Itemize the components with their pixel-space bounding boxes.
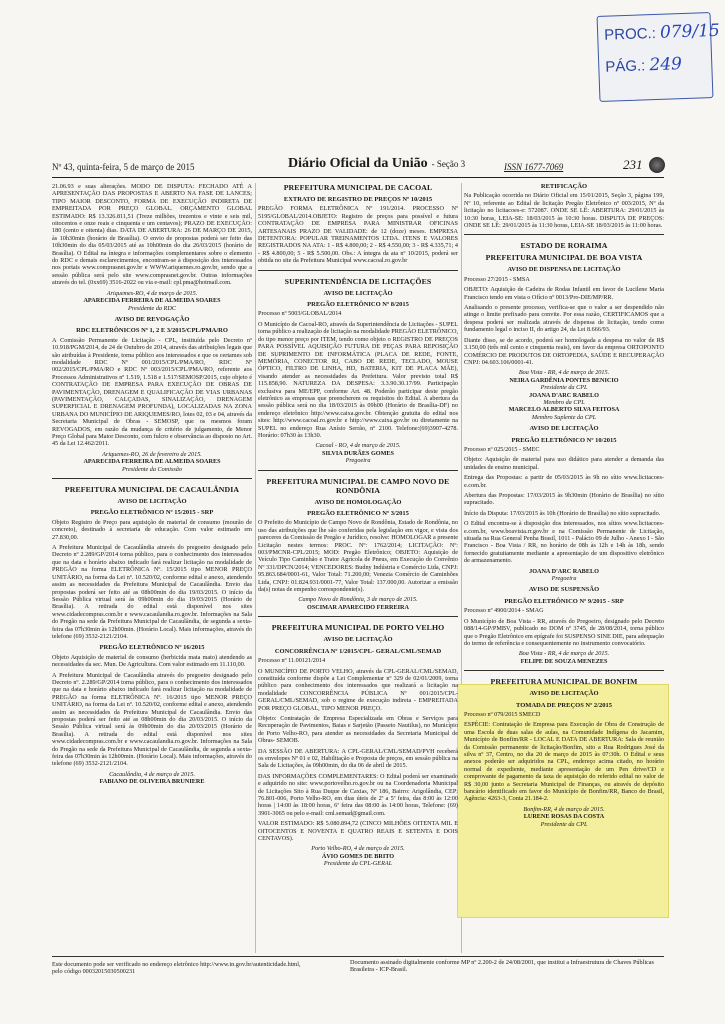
signature-role: Presidente da CPL	[540, 384, 588, 392]
notice-subtitle: PREGÃO ELETRÔNICO Nº 15/2015 - SRP	[90, 509, 214, 517]
notice-text: Entrega das Propostas: a partir de 05/03/2015 às 9h no sítio www.licitacoes-e.com.br.	[464, 474, 664, 489]
signature-name: OSCIMAR APARECIDO FERREIRA	[307, 603, 409, 611]
signature-name: ÁVIO GOMES DE BRITO	[321, 852, 395, 860]
divider	[258, 616, 458, 617]
notice-subtitle: PREGÃO ELETRÔNICO Nº 8/2015	[307, 301, 409, 309]
notice-text: O Município de Cacoal-RO, através da Superintendência de Licitações - SUPEL torna público a realização de licitação na modalidade PREGÃO ELETRÔNICO, do tipo menor preço por ITEM, tendo como objeto o REGISTRO DE PREÇOS PARA POSSÍVEL AQUISIÇÃO FUTURA DE PEÇAS PARA REPOSIÇÃO DE SUPRIMENTO DE INFORMÁTICA (PLACA DE REDE, FONTE, MEMÓRIA, CONECTOR RJ, CABO DE REDE, TECLADO, MOUSE ÓPTICO, FILTRO DE LINHA, HD, BATERIA, KIT DE PLACA MÃE), visando atender as necessidades da Prefeitura. Valor previsto total R$ 115.858,90. NATUREZA DA DESPESA: 3.3.90.30.17/99. Participação exclusiva para ME/EPP, conforme Art. 48. Poderão participar deste pregão eletrônico as empresas que preencherem os requisitos do Edital. A abertura da sessão pública será no dia 18/03/2015 às 09h00 (Horário de Brasília-DF) no endereço eletrônico http://www.caixa.gov.br. Obtenção gratuita do edital nos sites: http://www.cacoal.ro.gov.br e http://www.caixa.gov.br ou diretamente na SUPEL no endereço Rua Anísio Serrão, nº 2100. Telefone:(69)3907-4278. Horário: 07h30 às 13h30.	[258, 320, 458, 439]
signature-place: Cacoal - RO, 4 de março de 2015.	[315, 442, 401, 450]
notice-text: A Comissão Permanente de Licitação - CPL, instituída pelo Decreto nº 10.918/PGM/2014, de 24 de Outubro de 2014, através das atribuições legais que são atribuídas à Presidente, torna público aos interessados e que os certames sob modalidade RDC Nº 001/2015/CPL/PMA/RO, RDC Nº 002/2015/CPL/PMA/RO e RDC Nº 003/2015/CPL/PMA/RO, referente aos Processos Administrativos nº 1.519, 1.518 e 1.517/SEMOSP/2015, cujo objeto é CONTRATAÇÃO DE EMPRESA PARA EXECUÇÃO DE OBRAS DE PAVIMENTAÇÃO, DRENAGEM E QUALIFICAÇÃO DE VIAS URBANAS (PAVIMENTAÇÃO, CALÇADAS, SINALIZAÇÃO, DRENAGEM SUPERFICIAL E DRENAGEM PROFUNDA), LOCALIZADAS NA ZONA URBANA DO MUNICÍPIO DE ARIQUEMES/RO, lotes 02, 03 e 04, através da Secretaria Municipal de Obras - SEMOSP, que os mesmos foram REVOGADOS, em razão da mudança de critério de julgamento, de Menor Preço Global para Maior Desconto, com fulcro e observância ao disposto no Art. 45 da Lei 12.462/2011.	[52, 336, 253, 448]
signature-role: Presidente da CPL-GERAL	[323, 860, 393, 868]
notice-text: Processo nº 11.00121/2014	[258, 657, 326, 665]
divider	[258, 470, 458, 471]
notice-title: AVISO DE LICITAÇÃO	[529, 425, 599, 433]
notice-text: Processo nº 4900/2014 - SMAG	[464, 607, 544, 615]
signature-place: Ariquemes-RO, 4 de março de 2015.	[106, 289, 198, 297]
divider	[464, 234, 664, 235]
signature-block	[464, 369, 664, 421]
notice-text: Processo nº 079/2015 SMECD	[464, 710, 541, 718]
signature-block	[52, 451, 252, 473]
notice-subtitle: CONCORRÊNCIA Nº 1/2015/CPL- GERAL/CML/SEMAD	[274, 647, 442, 655]
page-footer	[52, 956, 664, 987]
issn: ISSN 1677-7069	[504, 162, 564, 172]
notice-text: Processo nº 5003/GLOBAL/2014	[258, 310, 342, 318]
signature-name: MARCELO ALBERTO SILVA FEITOSA	[508, 406, 620, 414]
signature-role: Presidente da RDC	[128, 304, 176, 312]
notice-text: Objeto: Contratação de Empresa Especializada em Obras e Serviços para Recuperação de Pavimentos, Baias e Sarjetão (Passeio Nautilus), no Município de Porto Velho-RO, para atender as necessidades da Secretaria Municipal de Obras- SEMOB.	[258, 714, 458, 745]
notice-title: PREGÃO ELETRÔNICO Nº 16/2015	[99, 644, 205, 652]
protocol-stamp	[597, 12, 721, 102]
signature-block	[464, 806, 664, 828]
signature-block	[258, 845, 458, 867]
signature-place: Ariquemes-RO, 26 de fevereiro de 2015.	[102, 450, 202, 458]
signature-role: Pregoeira	[551, 575, 577, 583]
organization-heading: SUPERINTENDÊNCIA DE LICITAÇÕES	[284, 276, 432, 286]
signature-role: Presidente da Comissão	[122, 465, 182, 473]
signature-place: Cacaulândia, 4 de março de 2015.	[109, 770, 195, 778]
notice-text: A Prefeitura Municipal de Cacaulândia através do pregoeiro designado pelo Decreto nº. 2.289/GP/2014 torna público, para o conhecimento dos interessados que na data e horário abaixo indicado fará realizar licitação na modalidade de PREGÃO na forma ELETRÔNICA Nº. 16/2015 tipo MENOR PREÇO UNITÁRIO, na forma da Lei nº. 10.520/02, conforme edital e anexo, atendendo assim as necessidades da Prefeitura Municipal de Cacaulândia. Envio das propostas poderá ser feito até as 08h00min do dia 20/03/2015. O início da Sessão Pública virtual será às 09h00min do dia 20/03/2015 (Horário de Brasília). A retirada do edital está disponível nos sites www.cidadecompras.com.br e www.cacaulandia.ro.gov.br. Informações na Sala do Pregão na sede da Prefeitura Municipal de Cacaulândia, de segunda a sexta-feira das 07h30min às 12h00min. (Horário Local). Mais informações, através do telefone (69) 3532-2121/2104.	[52, 671, 252, 768]
organization-heading: PREFEITURA MUNICIPAL DE CACOAL	[283, 183, 433, 192]
notice-text: Na Publicação ocorrida no Diário Oficial em 15/01/2015, Seção 3, página 199, Nº 10, referente ao Edital de licitação Pregão Eletrônico nº 003/2015, Nº da licitação no licitacoes-e: 572087. ONDE SE LÊ: ABERTURA: 29/01/2015 às 10:30 horas, LEIA-SE: 18/03/2015 às 10:30 horas. DISPUTA DE PREÇOS: ONDE SE LÊ: 29/01/2015 às 11:30 horas, LEIA-SE 18/03/2015 às 11:00 horas.	[464, 192, 664, 230]
notice-subtitle: RDC ELETRÔNICOS Nº 1, 2 E 3/2015/CPL/PMA/RO	[76, 327, 228, 335]
signature-block	[464, 568, 664, 583]
notice-text: VALOR ESTIMADO: R$ 5.080.894,72 (CINCO MILHÕES OITENTA MIL E OITOCENTOS E NOVENTA E QUATRO REAIS E SETENTA E DOIS CENTAVOS).	[258, 820, 458, 843]
notice-text: Objeto Aquisição de material de consumo (herbicida mata mato) atendendo as necessidades da sec. Mun. De Agricultura. Com valor estimado em 11.110,00.	[52, 653, 252, 669]
organization-heading: PREFEITURA MUNICIPAL DE PORTO VELHO	[271, 623, 445, 633]
notice-title: EXTRATO DE REGISTRO DE PREÇOS Nº 10/2015	[283, 196, 433, 203]
signature-name: JOANA D'ARC RABELO	[529, 391, 599, 399]
notice-title: AVISO DE HOMOLOGAÇÃO	[314, 498, 402, 506]
notice-subtitle: TOMADA DE PREÇOS Nº 2/2015	[516, 701, 612, 709]
stamp-pag	[599, 45, 712, 81]
stamp-proc	[598, 13, 721, 49]
signature-name: FABIANO DE OLIVEIRA BRUNIERE	[99, 778, 205, 786]
notice-text: O MUNICÍPIO DE PORTO VELHO, através da CPL-GERAL/CML/SEMAD, constituída conforme dispõe a Lei Complementar nº 329 de 02/01/2009, torna público para conhecimento dos interessados que realizará a licitação na modalidade CONCORRÊNCIA PÚBLICA Nº 001/2015/CPL-GERAL/CML/SEMAD, sob o regime de execução indireta - EMPREITADA POR PREÇO GLOBAL, TIPO MENOR PREÇO.	[258, 667, 458, 712]
section-label: - Seção 3	[431, 159, 466, 169]
notice-text: ESPÉCIE: Contratação de Empresa para Execução de Obra de Construção de uma Escola de duas salas de aulas, na Comunidade Indígena do Jacamim, Município de Bonfim/RR - LOCAL E DATA DE ABERTURA: Sala de reunião da Comissão permanente de licitação/Bonfim, sito a Rua Rodrigues José da silva nº 37, Centro, no dia 20 de março de 2015 às 07:30h. O Edital e seus anexos poderão ser adquiridos na CPL, endereço acima citado, no horário normal de expediente, mediante apresentação de um Pen drive/CD e comprovante de pagamento da taxa de aquisição do referido edital no valor de R$ 30,00 junto a Secretaria Municipal de Finanças, ou através de depósito bancário identificado em favor do Município de Bonfim/RR, Banco do Brasil, Agência: 4263-3, Conta 21.184-2.	[464, 721, 664, 803]
divider	[258, 270, 458, 271]
notice-title: AVISO DE REVOGAÇÃO	[114, 315, 190, 323]
page-number: 231	[623, 157, 643, 172]
signature-role: Membro Suplente da CPL	[531, 413, 597, 421]
organization-heading: PREFEITURA MUNICIPAL DE CAMPO NOVO DE RONDÔNIA	[266, 476, 450, 495]
stamp-proc-value: 079/15	[659, 20, 721, 43]
organization-heading: ESTADO DE RORAIMA	[520, 241, 608, 251]
signature-name: JOANA D'ARC RABELO	[529, 567, 599, 575]
signature-place: Porto Velho-RO, 4 de março de 2015.	[311, 845, 405, 853]
coat-of-arms-icon	[649, 157, 665, 173]
organization-heading: PREFEITURA MUNICIPAL DE BOA VISTA	[485, 253, 643, 263]
notice-text: Processo nº 025/2015 - SMEC	[464, 445, 540, 453]
notice-title: AVISO DE LICITAÇÃO	[117, 498, 187, 506]
signature-note: Documento assinado digitalmente conforme MP nº 2.200-2 de 24/08/2001, que institui a Infraestrutura de Chaves Públicas Brasileira - ICP-Brasil.	[350, 959, 654, 974]
signature-role: Presidente da CPL	[540, 820, 588, 828]
notice-title: AVISO DE SUSPENSÃO	[528, 586, 600, 594]
notice-text: DA SESSÃO DE ABERTURA: A CPL-GERAL/CML/SEMAD/PVH receberá os envelopes Nº 01 e 02, Habilitação e Proposta de preços, em sessão pública na Sala de Licitações, às 09h00min, do dia 06 de abril de 2015.	[258, 747, 458, 770]
notice-text: Objeto Registro de Preço para aquisição de material de consumo (mourão de concreto), destinado à secretaria de educação. Com valor estimado em 27.830,00.	[52, 518, 252, 541]
signature-block	[258, 442, 458, 464]
notice-text: A Prefeitura Municipal de Cacaulândia através do pregoeiro designado pelo Decreto nº 2.289/GP/2014 torna público, para o conhecimento dos interessados que na data e horário abaixo indicado fará realizar licitação na modalidade de PREGÃO na forma ELETRÔNICA Nº. 15/2015 tipo MENOR PREÇO UNITÁRIO, na forma da Lei nº. 10.520/02, conforme edital e anexo, atendendo assim as necessidades da Prefeitura Municipal de Cacaulândia. Envio das propostas poderá ser feito até as 08h00min do dia 19/03/2015. O início da Sessão Pública virtual será às 09h00min do dia 19/03/2015 (Horário de Brasília). A retirada do edital está disponível nos sites www.cidadecompras.com.br e www.cacaulandia.ro.gov.br. Informações na Sala do Pregão na sede da Prefeitura Municipal de Cacaulândia, de segunda a sexta-feira das 07h30min às 12h00min. (Horário Local). Mais informações, através do telefone (69) 3532-2121/2104.	[52, 544, 252, 640]
signature-name: FELIPE DE SOUZA MENEZES	[520, 657, 608, 665]
notice-subtitle: PREGÃO ELETRÔNICO Nº 9/2015 - SRP	[504, 597, 624, 605]
notice-text: OBJETO: Aquisição de Cadeira de Rodas Infantil em favor de Lucilene Maria Francisco tendo em vista o Ofício nº 0013/Pro-DIE/MP/RR.	[464, 286, 664, 301]
notice-title: AVISO DE LICITAÇÃO	[529, 690, 599, 698]
notice-subtitle: PREGÃO ELETRÔNICO Nº 3/2015	[307, 510, 409, 517]
column-divider	[255, 183, 256, 953]
column-3	[464, 183, 664, 831]
verification-note: Este documento pode ser verificado no endereço eletrônico http://www.in.gov.br/autenticidade.html, pelo código 00032015030500231	[52, 961, 301, 976]
signature-place: Boa Vista - RR, 4 de março de 2015.	[518, 650, 610, 658]
signature-block	[52, 290, 252, 312]
issue-date: Nº 43, quinta-feira, 5 de março de 2015	[52, 162, 195, 172]
notice-text: 21.06.93 e suas alterações. MODO DE DISPUTA: FECHADO ATÉ A APRESENTAÇÃO DAS PROPOSTAS E ABERTO NA FASE DE LANCES; TIPO MAIOR DESCONTO, FORMA DE EXECUÇÃO INDIRETA DE EMPREITADA POR PREÇO GLOBAL. ORÇAMENTO GLOBAL ESTIMADO: R$ 13.326.811,51 (Treze milhões, trezentos e vinte e seis mil, oitocentos e onze reais e cinquenta e um centavos); PRAZO DE EXECUÇÃO: 180 (cento e oitenta) dias. DATA DE ABERTURA: 26 DE MARÇO DE 2015, às 10h30min (horário de Brasília). O envio de propostas poderá ser feito das 10h30min do dia 05/03/2015 até as 10h00min do dia 26/03/2015 (horário de Brasília). O Edital na íntegra e informações complementares sobre o elemento do RDC e demais esclarecimentos, encontram-se à disposição dos interessados nos portais www.comprasnet.gov.br e WWW.ariquemes.ro.gov.br, sendo que a sessão pública será pelo site www.comprasnet.gov.br. Outras informações através do tel. (0xx69) 3516-2022 ou via e-mail: cpl.pma@hotmail.com.	[52, 183, 252, 287]
signature-role: Membro da CPL	[543, 398, 585, 406]
notice-title: RETIFICAÇÃO	[540, 183, 588, 190]
notice-text: Objeto: Aquisição de material para uso didático para atender a demanda das unidades de ensino municipal.	[464, 456, 664, 471]
notice-title: AVISO DE LICITAÇÃO	[323, 636, 393, 644]
signature-name: NEIRA GARDÊNIA PONTES BENICIO	[509, 376, 619, 384]
signature-name: SILVIA DURÃES GOMES	[322, 449, 394, 457]
notice-text: Início da Disputa: 17/03/2015 às 10h (Horário de Brasília) no sítio supracitado.	[464, 509, 661, 517]
signature-place: Boa Vista - RR, 4 de março de 2015.	[518, 369, 610, 377]
signature-role: Pregoeira	[345, 457, 371, 465]
page-header	[52, 155, 664, 178]
organization-heading: PREFEITURA MUNICIPAL DE BONFIM	[490, 677, 638, 687]
signature-place: Bonfim-RR, 4 de março de 2015.	[523, 805, 605, 813]
gazette-title	[288, 156, 465, 172]
signature-block	[52, 771, 252, 786]
column-1	[52, 183, 252, 789]
notice-text: Abertura das Propostas: 17/03/2015 às 9h30min (Horário de Brasília) no sítio supracitado.	[464, 492, 664, 507]
stamp-pag-label: PÁG.:	[605, 57, 646, 76]
divider	[52, 478, 252, 479]
divider	[464, 670, 664, 671]
signature-name: APARECIDA FERREIRA DE ALMEIDA SOARES	[83, 297, 221, 305]
organization-heading: PREFEITURA MUNICIPAL DE CACAULÂNDIA	[64, 485, 240, 495]
notice-title: AVISO DE LICITAÇÃO	[323, 289, 393, 297]
notice-text: O Edital encontra-se à disposição dos interessados, nos sítios www.licitacoes-e.com.br, www.boavista.rr.gov.br e na Comissão Permanente de Licitação, situada na Rua General Penha Brasil, 1011 - Palácio 09 de Julho - Anexo I - São Francisco - Boa Vista / RR, no horário de 08h às 12h e 14h às 18h, sendo fornecido gratuitamente mediante a apresentação de um dispositivo eletrônico de armazenamento.	[464, 520, 664, 565]
gazette-title-text: Diário Oficial da União	[288, 156, 428, 171]
signature-name: APARECIDA FERREIRA DE ALMEIDA SOARES	[83, 458, 221, 466]
notice-text: O Prefeito do Município de Campo Novo de Rondônia, Estado de Rondônia, no uso das atribuições que lhe são conferidas pela legislação em vigor, e vista dos pareceres da Comissão de Pregão e Jurídico, resolve: HOMOLOGAR a presente Licitação nestes termos: PROC. Nº: 1762/2014; LICITAÇÃO: Nº: 003/PMCNR-CPL/2015; MOD: Pregão Eletrônico; OBJETO: Aquisição de Veículo Tipo Caminhão e Trator Agrícola de Pneus, em Execução do Convênio Nº 331/DPCN/2014; VENCEDORES: Budny Indústria e Comércio Ltda, CNPJ: 95.863.684/0001-61, Valor Total: 71.200,00; Venezia Comércio de Caminhões Ltda, CNPJ: 01.824.931/0001-77, Valor Total: 137.000,00. Autorizar a emissão da(s) notas de empenho correspondente(s).	[258, 519, 458, 594]
notice-text: Processo 27/2015 - SMSA	[464, 275, 530, 283]
notice-text: Diante disso, se de acordo, poderá ser homologada a despesa no valor de R$ 3.150,00 (três mil cento e cinquenta reais), em favor da empresa ORTOPONTO COMÉRCIO DE PRODUTOS DE ORTOPEDIA, SAÚDE E RECUPERAÇÃO CNPJ: 04.603.106/0001-41.	[464, 336, 664, 366]
signature-block	[464, 650, 664, 665]
notice-title: AVISO DE DISPENSA DE LICITAÇÃO	[507, 266, 621, 274]
stamp-pag-value: 249	[649, 54, 683, 76]
notice-text: DAS INFORMAÇÕES COMPLEMENTARES: O Edital poderá ser examinado e adquirido no site: www.portovelho.ro.gov.br ou na Coordenadoria Municipal de Licitações Sito à Rua Duque de Caxias, Nº 186, Bairro: Arigolândia, CEP: 76.801-006, Porto Velho-RO, em dias úteis de 2ª a 5ª feira, das 8:00 às 12:00 horas | 14:00 às 18:00 horas, 6ª feira das 08:00 às 14:00 horas, Telefone: (69) 3901-3065 ou pelo e-mail: cml.semad@gmail.com.	[258, 772, 458, 817]
notice-subtitle: PREGÃO ELETRÔNICO Nº 10/2015	[511, 436, 617, 444]
bonfim-notice	[464, 670, 664, 828]
notice-text: O Município de Boa Vista - RR, através do Pregoeiro, designado pelo Decreto 088/14-GP/PMBV, publicado no DOM nº 3745, de 28/08/2014, torna público que o Pregão Eletrônico em epígrafe foi SUSPENSO SINE DIE, para adequação do termo de referência e consequentemente no instrumento convocatório.	[464, 617, 665, 647]
notice-text: PREGÃO FORMA ELETRÔNICA Nº 191/2014. PROCESSO Nº 5195/GLOBAL/2014.OBJETO: Registro de preços para possível e futura CONTRATAÇÃO DE EMPRESA PARA MINISTRAR OFICINAS ARTESANAIS PRAZO DE VALIDADE: de 12 (doze) meses. EMPRESA DETENTORA: POPULAR TREINAMENTOS LTDA. ITENS E VALORES REGISTRADOS NA ATA: 1 - R$ 4.800,00; 2 - R$ 4.550,00; 3 - R$ 4.335,71; 4 - R$ 4.800,00; 5 - R$ 5.500,00. Obs.: A íntegra da ata nº 10/2015, poderá ser obtida no site da Prefeitura Municipal www.cacoal.ro.gov.br	[258, 205, 458, 265]
notice-text: Analisando o presente processo, verifica-se que o valor a ser despendido não atinge o limite prefixado para convite. Por essa razão, CERTIFICAMOS que a despesa poderá ser realizada através de dispensa de licitação, tendo como fundamento legal o inciso II, do artigo 24, da Lei 8.666/93.	[464, 304, 664, 334]
stamp-proc-label: PROC.:	[603, 24, 657, 44]
signature-block	[258, 596, 458, 611]
column-2	[258, 183, 458, 871]
signature-place: Campo Novo de Rondônia, 3 de março de 2015.	[298, 596, 418, 604]
signature-name: LURENE ROSAS DA COSTA	[523, 813, 605, 821]
